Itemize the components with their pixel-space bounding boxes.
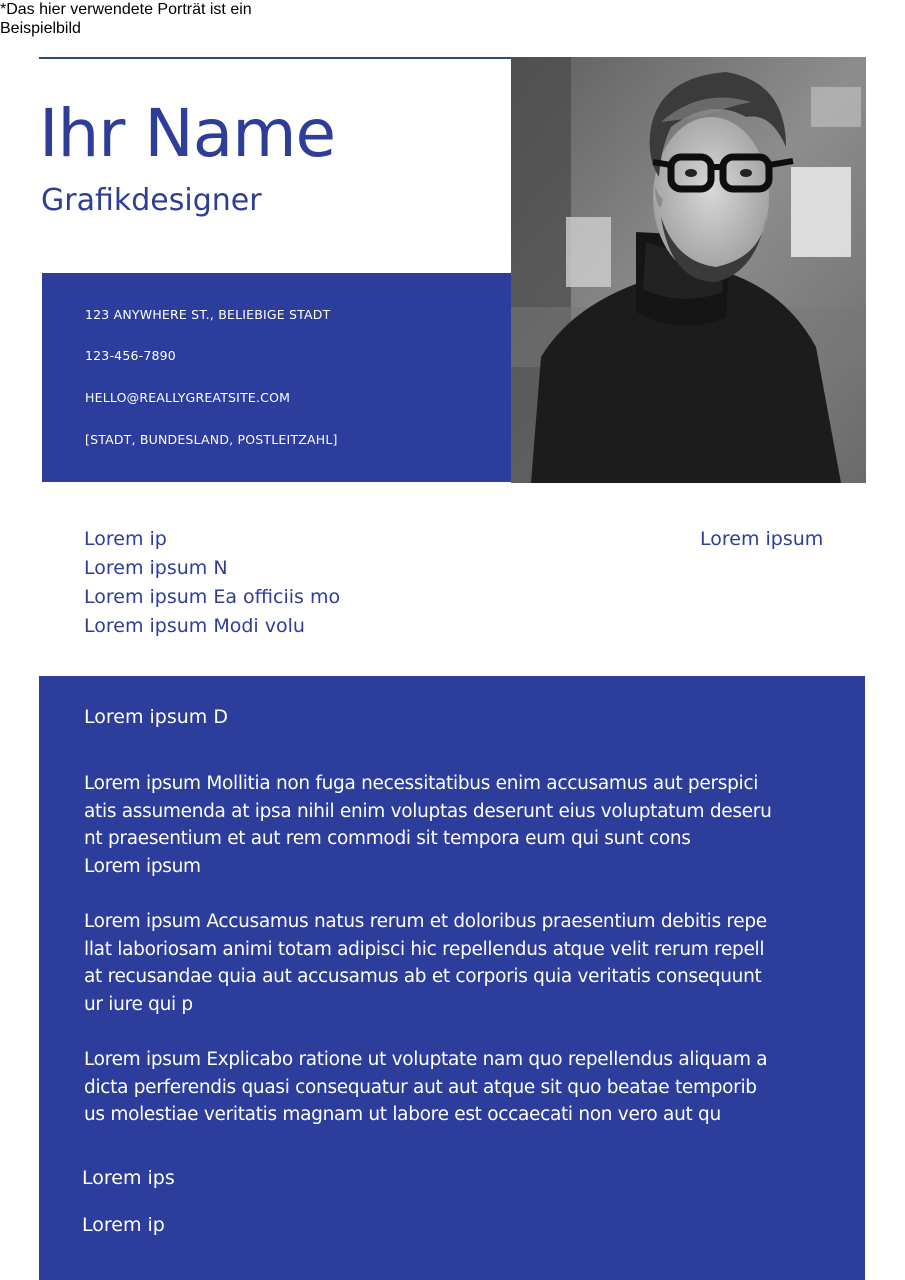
portrait-disclaimer-note [0,0,300,38]
paragraph-line: Lorem ipsum Mollitia non fuga necessitatibus enim accusamus aut perspici [84,773,759,794]
paragraph-line: atis assumenda at ipsa nihil enim voluptas deserunt eius voluptatum deseru [84,800,772,822]
details-line: Lorem ipsum Ea officiis mo [84,586,341,608]
details-right-text: Lorem ipsum [700,528,824,550]
paragraph-line: nt praesentium et aut rem commodi sit tempora eum qui sunt cons [84,828,691,850]
contact-email: HELLO@REALLYGREATSITE.COM [85,390,291,405]
paragraph-line: llat laboriosam animi totam adipisci hic repellendus atque velit rerum repell [84,938,765,960]
contact-address: 123 ANYWHERE ST., BELIEBIGE STADT [85,307,331,322]
details-line: Lorem ipsum Modi volu [84,615,305,637]
paragraph-line: us molestiae veritatis magnam ut labore est occaecati non vero aut qu [84,1104,721,1126]
paragraph-line: ur iure qui p [84,993,193,1015]
portrait-photo-icon [511,57,866,483]
paragraph-2 [84,908,804,1018]
contact-location: [STADT, BUNDESLAND, POSTLEITZAHL] [85,432,338,447]
paragraph-3 [84,1046,804,1129]
paragraph-line: dicta perferendis quasi consequatur aut aut atque sit quo beatae temporib [84,1076,757,1098]
contact-box [42,273,511,482]
paragraph-line: Lorem ipsum [84,855,201,877]
details-line: Lorem ipsum N [84,557,228,579]
resume-name: Ihr Name [39,95,336,172]
paragraph-line: Lorem ipsum Explicabo ratione ut voluptate nam quo repellendus aliquam a [84,1049,768,1070]
header-divider [39,57,511,59]
note-line-1: *Das hier verwendete Porträt ist ein [0,1,252,18]
contact-phone: 123-456-7890 [85,348,176,363]
paragraph-line: at recusandae quia aut accusamus ab et corporis quia veritatis consequunt [84,966,762,988]
note-line-2: Beispielbild [0,20,81,37]
job-title: Grafikdesigner [41,183,262,218]
paragraph-line: Lorem ipsum Accusamus natus rerum et doloribus praesentium debitis repe [84,911,767,932]
details-line: Lorem ip [84,528,167,550]
paragraph-1 [84,770,804,880]
panel-footer-line-1: Lorem ips [82,1167,175,1189]
profile-panel [39,676,865,1280]
portrait-photo [511,57,866,483]
panel-heading: Lorem ipsum D [84,706,228,728]
panel-footer-line-2: Lorem ip [82,1214,165,1236]
details-left-list [84,525,340,641]
